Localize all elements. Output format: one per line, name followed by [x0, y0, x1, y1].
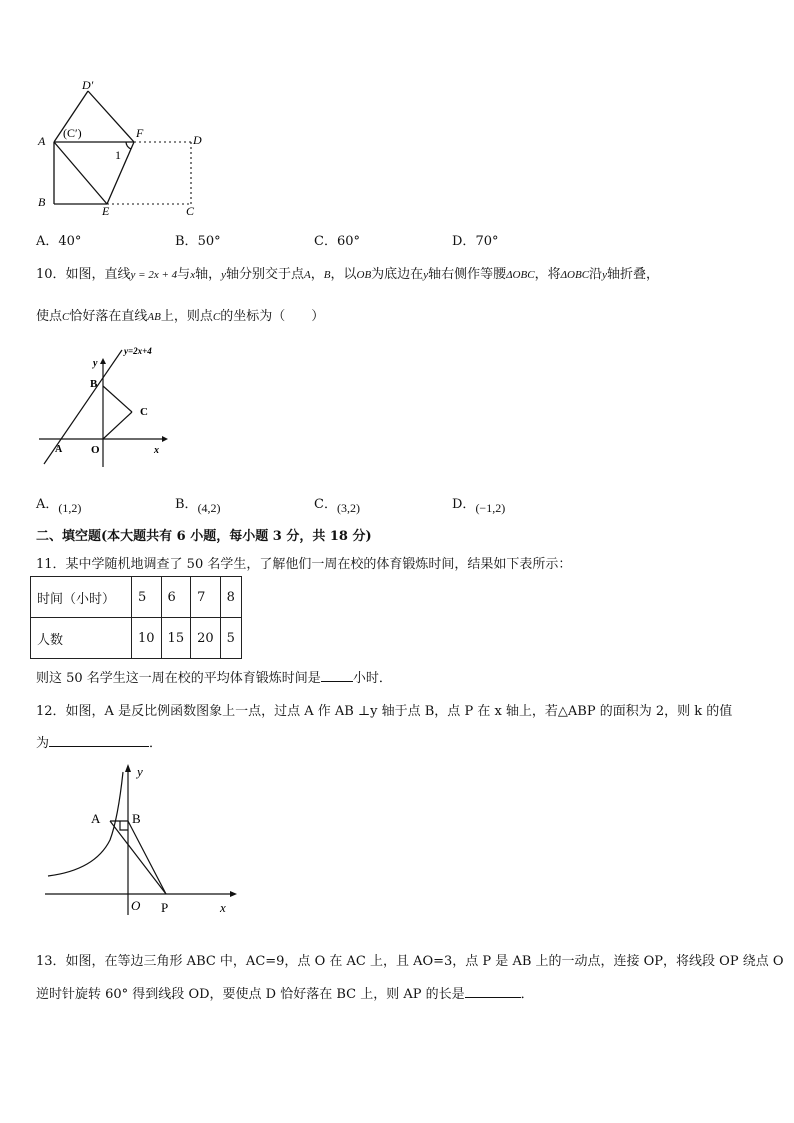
q9-angle-1-arc: [126, 142, 131, 149]
q10-text: 轴分别交于点: [225, 267, 304, 282]
q11-cell: 10: [132, 618, 162, 659]
q10-option-c-letter: C．: [314, 497, 337, 512]
q10-text: 为底边在: [371, 267, 424, 282]
q10-option-b-letter: B．: [175, 497, 198, 512]
q10-text: ，将: [534, 267, 561, 282]
q10-edge-bc: [103, 386, 132, 412]
q10-math-ob: OB: [356, 269, 372, 281]
q12-label-p: P: [161, 900, 169, 915]
q11-question: [36, 667, 392, 686]
q9-label-e: E: [102, 204, 110, 217]
q13-answer-blank[interactable]: [465, 985, 521, 998]
q12-x-axis-arrow-icon: [230, 891, 237, 897]
q10-option-a-letter: A．: [36, 497, 59, 512]
q11-table: [30, 576, 242, 659]
q10-option-b-value: (4,2): [197, 501, 221, 515]
q9-option-d[interactable]: [452, 230, 498, 249]
q9-label-c: C: [186, 204, 195, 217]
q11-cell: 8: [220, 577, 241, 618]
q10-math-y: y: [602, 269, 607, 281]
q11-cell: 7: [191, 577, 221, 618]
q11-cell: 20: [191, 618, 221, 659]
q10-option-b[interactable]: [175, 493, 221, 515]
q10-label-a: A: [55, 444, 63, 455]
q11-table-row-time: [31, 577, 242, 618]
q9-option-b[interactable]: [175, 230, 221, 249]
q13-line-2: [36, 983, 534, 1002]
q10-y-axis-arrow-icon: [100, 358, 106, 364]
q9-option-a[interactable]: [36, 230, 81, 249]
q12-figure: [40, 760, 250, 920]
q10-label-c: C: [140, 406, 148, 418]
q9-option-a-letter: A．: [36, 234, 59, 249]
q11-cell: 5: [132, 577, 162, 618]
q10-text: ，以: [330, 267, 357, 282]
q10-math-c: C: [212, 311, 221, 323]
q9-label-d-prime: D′: [82, 78, 94, 92]
q9-edge-d-prime-f: [88, 91, 134, 142]
q10-option-c[interactable]: [314, 493, 360, 515]
q10-text: 与: [177, 267, 191, 282]
q10-option-d-letter: D．: [452, 497, 476, 512]
q9-option-c[interactable]: [314, 230, 360, 249]
q11-cell: 15: [161, 618, 191, 659]
q10-x-axis-arrow-icon: [162, 436, 168, 442]
q12-segment-bp: [128, 821, 166, 894]
q10-text: 轴，: [195, 267, 222, 282]
q10-text: 的坐标为（ ）: [220, 309, 325, 324]
q9-option-b-value: 50°: [197, 234, 221, 249]
q10-math-c: C: [62, 311, 70, 323]
q10-text: 轴右侧作等腰: [428, 267, 507, 282]
q10-math-ab: AB: [147, 311, 161, 323]
q10-math-y: y: [423, 269, 429, 281]
q11-question-text-end: 小时．: [352, 671, 392, 686]
q12-text-end: ．: [149, 736, 163, 751]
q11-cell: 5: [220, 618, 241, 659]
q11-answer-blank[interactable]: [321, 669, 353, 682]
q10-text: 沿: [589, 267, 603, 282]
q12-right-angle-mark: [120, 821, 128, 830]
q10-text: ，: [310, 267, 324, 282]
q10-text: 10．如图，直线: [36, 267, 131, 282]
q11-text: 11．某中学随机地调查了 50 名学生，了解他们一周在校的体育锻炼时间，结果如下表所示：: [36, 557, 572, 572]
q9-option-b-letter: B．: [175, 234, 198, 249]
q12-label-b: B: [132, 811, 141, 826]
q12-label-a: A: [91, 811, 101, 826]
q9-edge-ae: [54, 142, 107, 204]
q12-label-y: y: [137, 764, 143, 779]
q9-option-c-letter: C．: [314, 234, 337, 249]
q12-line-1: 12．如图，A 是反比例函数图象上一点，过点 A 作 AB ⊥y 轴于点 B，点 P 在 x 轴上，若△ABP 的面积为 2，则 k 的值: [36, 704, 733, 719]
q9-option-c-value: 60°: [336, 234, 360, 249]
q10-option-c-value: (3,2): [336, 501, 360, 515]
q10-label-y: y: [93, 358, 98, 369]
q10-label-o: O: [91, 444, 100, 456]
q10-option-a[interactable]: [36, 493, 82, 515]
q10-label-x: x: [154, 445, 159, 456]
q12-answer-blank[interactable]: [49, 734, 149, 747]
q9-option-a-value: 40°: [58, 234, 82, 249]
q10-math-x: x: [190, 269, 196, 281]
q12-segment-ap: [110, 821, 166, 894]
q10-line-1: [36, 263, 659, 282]
section-2-heading: 二、填空题(本大题共有 6 小题，每小题 3 分，共 18 分): [36, 529, 372, 544]
q10-option-d[interactable]: [452, 493, 506, 515]
q10-text: 轴折叠，: [606, 267, 659, 282]
q10-math-b: B: [323, 269, 331, 281]
q12-label-o: O: [131, 898, 141, 913]
q10-edge-co: [103, 412, 132, 439]
q12-label-x: x: [220, 900, 226, 915]
q9-label-c-prime: (C′): [63, 126, 82, 140]
q11-cell: 6: [161, 577, 191, 618]
q10-figure: [36, 342, 176, 472]
q9-option-d-letter: D．: [452, 234, 476, 249]
q11-table-row-count: [31, 618, 242, 659]
q10-math-equation: y = 2x + 4: [130, 269, 178, 281]
q11-cell-header: 人数: [31, 618, 132, 659]
q10-option-a-value: (1,2): [58, 501, 82, 515]
q10-math-y: y: [221, 269, 226, 281]
q9-option-d-value: 70°: [475, 234, 499, 249]
q9-label-f: F: [136, 126, 144, 140]
q11-cell-header: 时间（小时）: [31, 577, 132, 618]
q9-label-b: B: [38, 195, 46, 209]
q9-label-d: D: [193, 133, 202, 147]
q10-text: 使点: [36, 309, 63, 324]
q11-question-text: 则这 50 名学生这一周在校的平均体育锻炼时间是: [36, 671, 321, 686]
q9-label-a: A: [38, 134, 46, 148]
q10-math-triangle: ΔOBC: [506, 269, 535, 281]
q9-figure: [30, 75, 220, 217]
q13-line-1: 13．如图，在等边三角形 ABC 中，AC=9，点 O 在 AC 上，且 AO=3，点 P 是 AB 上的一动点，连接 OP，将线段 OP 绕点 O: [36, 954, 784, 969]
q10-label-equation: y=2x+4: [124, 346, 152, 356]
q10-text: 恰好落在直线: [69, 309, 148, 324]
q13-text: 逆时针旋转 60° 得到线段 OD，要使点 D 恰好落在 BC 上，则 AP 的长是: [36, 987, 465, 1002]
q10-option-d-value: (−1,2): [475, 501, 506, 515]
q10-math-triangle: ΔOBC: [560, 269, 590, 281]
q10-math-a: A: [304, 269, 311, 281]
q13-text-end: ．: [520, 987, 534, 1002]
q12-line-2: [36, 732, 162, 751]
q12-text: 为: [36, 736, 50, 751]
q10-text: 上，则点: [160, 309, 213, 324]
q10-label-b: B: [90, 378, 98, 390]
q10-line-2: [36, 305, 324, 324]
q12-y-axis-arrow-icon: [125, 764, 131, 772]
q9-label-angle-1: 1: [115, 148, 121, 162]
